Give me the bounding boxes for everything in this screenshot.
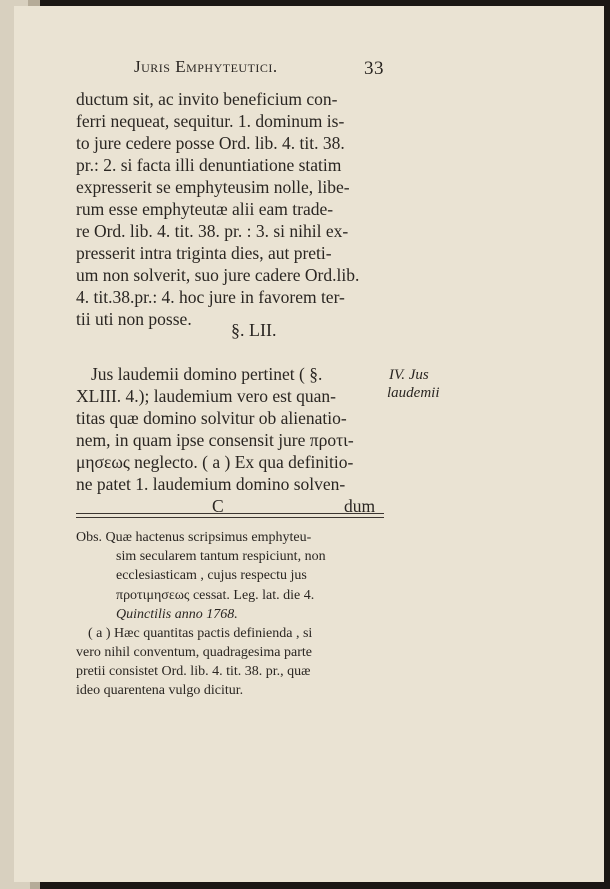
text-line: XLIII. 4.); laudemium vero est quan- [76, 386, 336, 406]
section-heading: §. LII. [231, 320, 277, 340]
footnote-line: pretii consistet Ord. lib. 4. tit. 38. pr., quæ [76, 664, 311, 679]
text-line: ne patet 1. laudemium domino solven- [76, 474, 346, 494]
running-head: Juris Emphyteutici. [134, 57, 278, 76]
marginal-note-line: IV. Jus [389, 367, 429, 383]
footnote-line: ideo quarentena vulgo dicitur. [76, 683, 244, 698]
footnote-line: sim secularem tantum respiciunt, non [116, 549, 326, 564]
footnote-line: ( a ) Hæc quantitas pactis definienda , si [88, 626, 313, 641]
text-line: to jure cedere posse Ord. lib. 4. tit. 38. [76, 133, 345, 153]
text-line: um non solverit, suo jure cadere Ord.lib. [76, 265, 360, 285]
footnote-line: Quinctilis anno 1768. [116, 607, 238, 622]
text-line: re Ord. lib. 4. tit. 38. pr. : 3. si nihil ex- [76, 221, 349, 241]
text-line: pr.: 2. si facta illi denuntiatione statim [76, 155, 342, 175]
footnote-line: vero nihil conventum, quadragesima parte [76, 645, 312, 660]
footnote-line: ecclesiasticam , cujus respectu jus [116, 568, 307, 583]
text-line: rum esse emphyteutæ alii eam trade- [76, 199, 334, 219]
catchword: dum [344, 496, 376, 516]
text-line: expresserit se emphyteusim nolle, libe- [76, 177, 350, 197]
footnote-rule-top [76, 513, 384, 514]
footnote-line: προτιμησεως cessat. Leg. lat. die 4. [116, 588, 315, 603]
text-line: nem, in quam ipse consensit jure προτι- [76, 430, 354, 450]
marginal-note-line: laudemii [387, 385, 440, 401]
footnote-line: Obs. Quæ hactenus scripsimus emphyteu- [76, 530, 312, 545]
text-line: ductum sit, ac invito beneficium con- [76, 89, 338, 109]
footnote-rule-bottom [76, 517, 384, 518]
signature-mark: C [212, 496, 224, 516]
text-line: Jus laudemii domino pertinet ( §. [91, 364, 323, 384]
text-line: titas quæ domino solvitur ob alienatio- [76, 408, 347, 428]
page-number: 33 [364, 58, 384, 79]
text-line: μησεως neglecto. ( a ) Ex qua definitio- [76, 452, 354, 472]
text-line: ferri nequeat, sequitur. 1. dominum is- [76, 111, 345, 131]
text-line: presserit intra triginta dies, aut preti- [76, 243, 332, 263]
text-line: tii uti non posse. [76, 309, 192, 329]
text-line: 4. tit.38.pr.: 4. hoc jure in favorem ter- [76, 287, 345, 307]
